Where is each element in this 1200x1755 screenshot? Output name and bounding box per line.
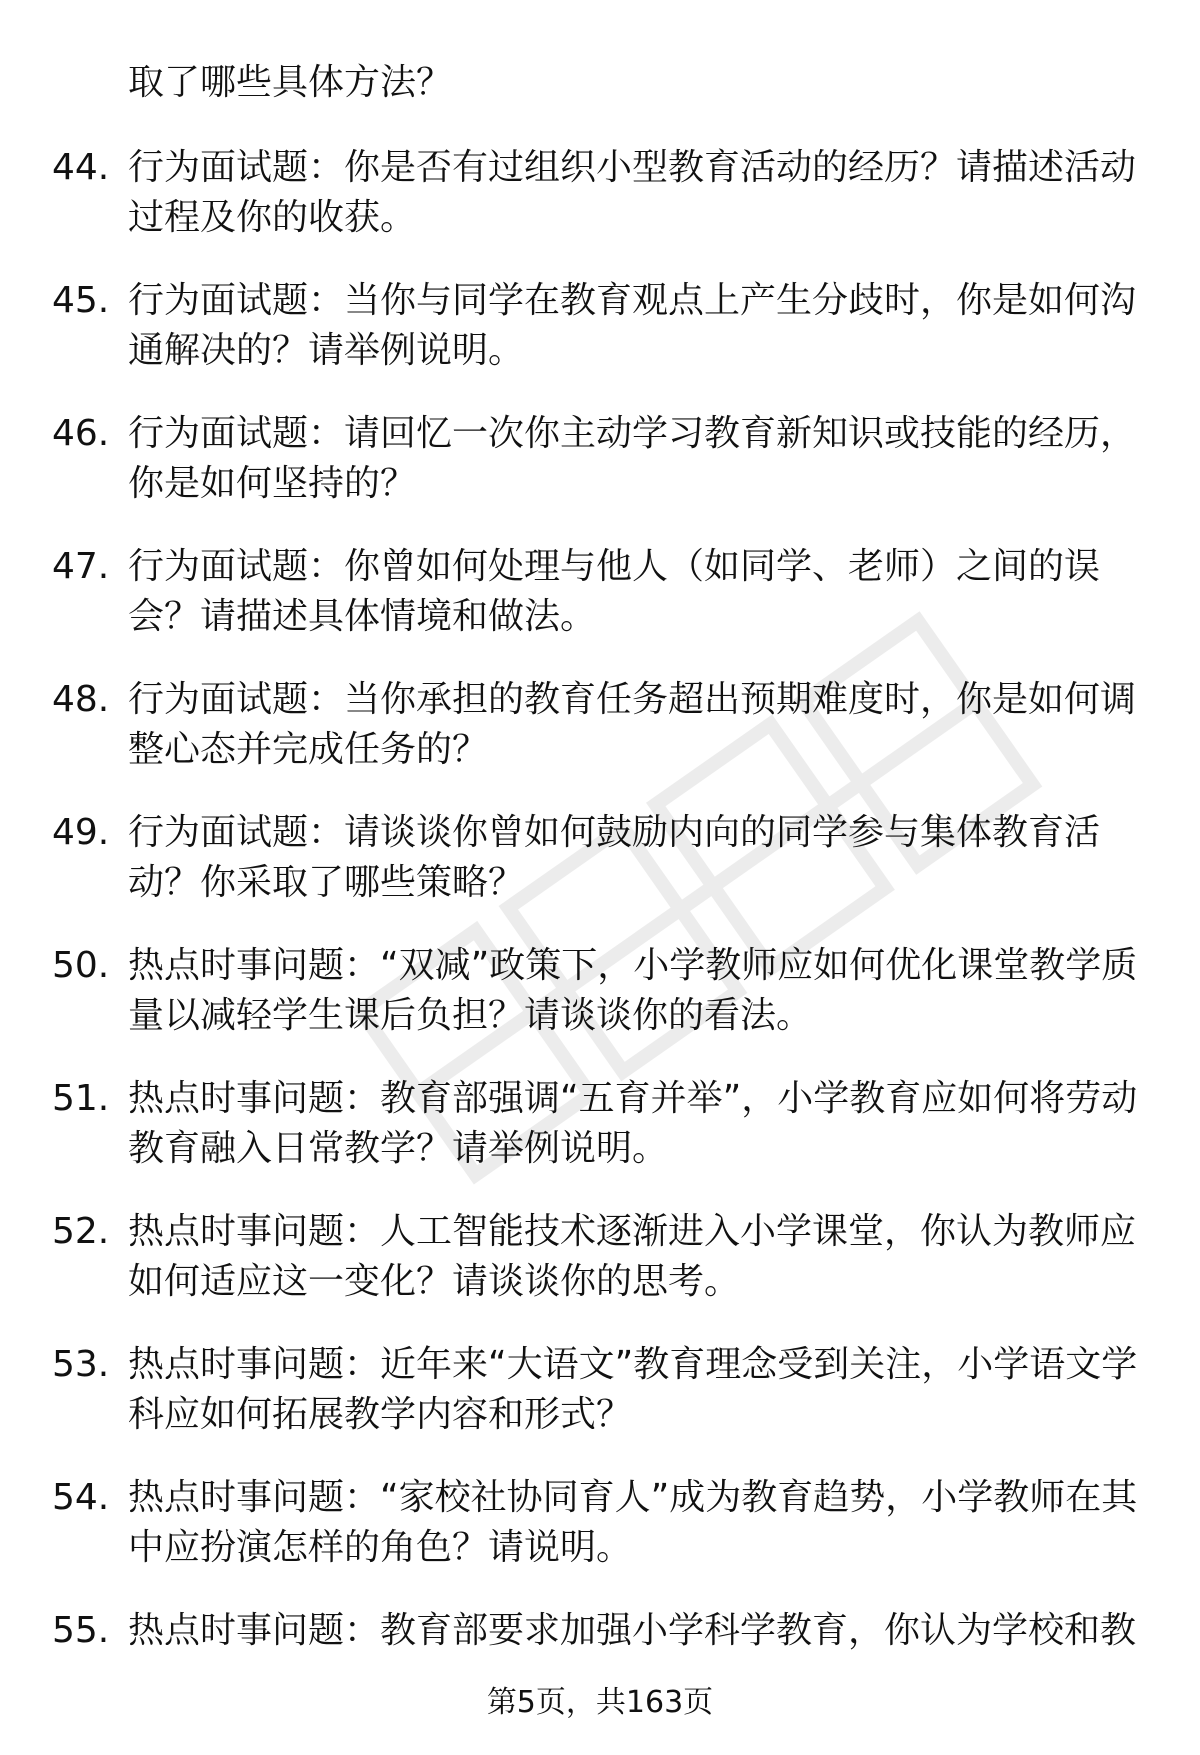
- question-text: 行为面试题：你是否有过组织小型教育活动的经历？请描述活动过程及你的收获。: [128, 147, 1137, 238]
- list-item: [52, 1340, 1152, 1440]
- question-number: 46.: [52, 413, 110, 454]
- list-item: [52, 409, 1152, 509]
- question-number: 53.: [52, 1344, 110, 1385]
- question-text: 热点时事问题：人工智能技术逐渐进入小学课堂，你认为教师应如何适应这一变化？请谈谈你的思考。: [128, 1211, 1137, 1302]
- list-item: [52, 58, 1152, 108]
- question-text: 取了哪些具体方法？: [128, 62, 453, 103]
- question-text: 热点时事问题：教育部要求加强小学科学教育，你认为学校和教: [128, 1610, 1137, 1651]
- question-number: 50.: [52, 945, 110, 986]
- question-text: 行为面试题：请回忆一次你主动学习教育新知识或技能的经历，你是如何坚持的？: [128, 413, 1137, 504]
- question-number: 49.: [52, 812, 110, 853]
- question-text: 行为面试题：请谈谈你曾如何鼓励内向的同学参与集体教育活动？你采取了哪些策略？: [128, 812, 1101, 903]
- list-item: [52, 941, 1152, 1041]
- list-item: [52, 276, 1152, 376]
- list-item: [52, 542, 1152, 642]
- question-number: 51.: [52, 1078, 110, 1119]
- list-item: [52, 1207, 1152, 1307]
- question-text: 行为面试题：当你承担的教育任务超出预期难度时，你是如何调整心态并完成任务的？: [128, 679, 1137, 770]
- question-text: 行为面试题：当你与同学在教育观点上产生分歧时，你是如何沟通解决的？请举例说明。: [128, 280, 1137, 371]
- question-number: 44.: [52, 147, 110, 188]
- page-footer: 第5页，共163页: [486, 1685, 714, 1720]
- question-number: 54.: [52, 1477, 110, 1518]
- question-number: 55.: [52, 1610, 110, 1651]
- question-text: 行为面试题：你曾如何处理与他人（如同学、老师）之间的误会？请描述具体情境和做法。: [128, 546, 1101, 637]
- list-item: [52, 143, 1152, 243]
- question-list: [52, 58, 1152, 1689]
- list-item: [52, 675, 1152, 775]
- list-item: [52, 808, 1152, 908]
- list-item: [52, 1473, 1152, 1573]
- list-item: [52, 1606, 1152, 1656]
- question-number: 52.: [52, 1211, 110, 1252]
- question-text: 热点时事问题：“双减”政策下，小学教师应如何优化课堂教学质量以减轻学生课后负担？请谈谈你的看法。: [128, 945, 1138, 1036]
- question-number: 47.: [52, 546, 110, 587]
- question-text: 热点时事问题：“家校社协同育人”成为教育趋势，小学教师在其中应扮演怎样的角色？请说明。: [128, 1477, 1138, 1568]
- question-text: 热点时事问题：近年来“大语文”教育理念受到关注，小学语文学科应如何拓展教学内容和形式？: [128, 1344, 1138, 1435]
- question-number: 48.: [52, 679, 110, 720]
- question-text: 热点时事问题：教育部强调“五育并举”，小学教育应如何将劳动教育融入日常教学？请举例说明。: [128, 1078, 1138, 1169]
- list-item: [52, 1074, 1152, 1174]
- question-number: 45.: [52, 280, 110, 321]
